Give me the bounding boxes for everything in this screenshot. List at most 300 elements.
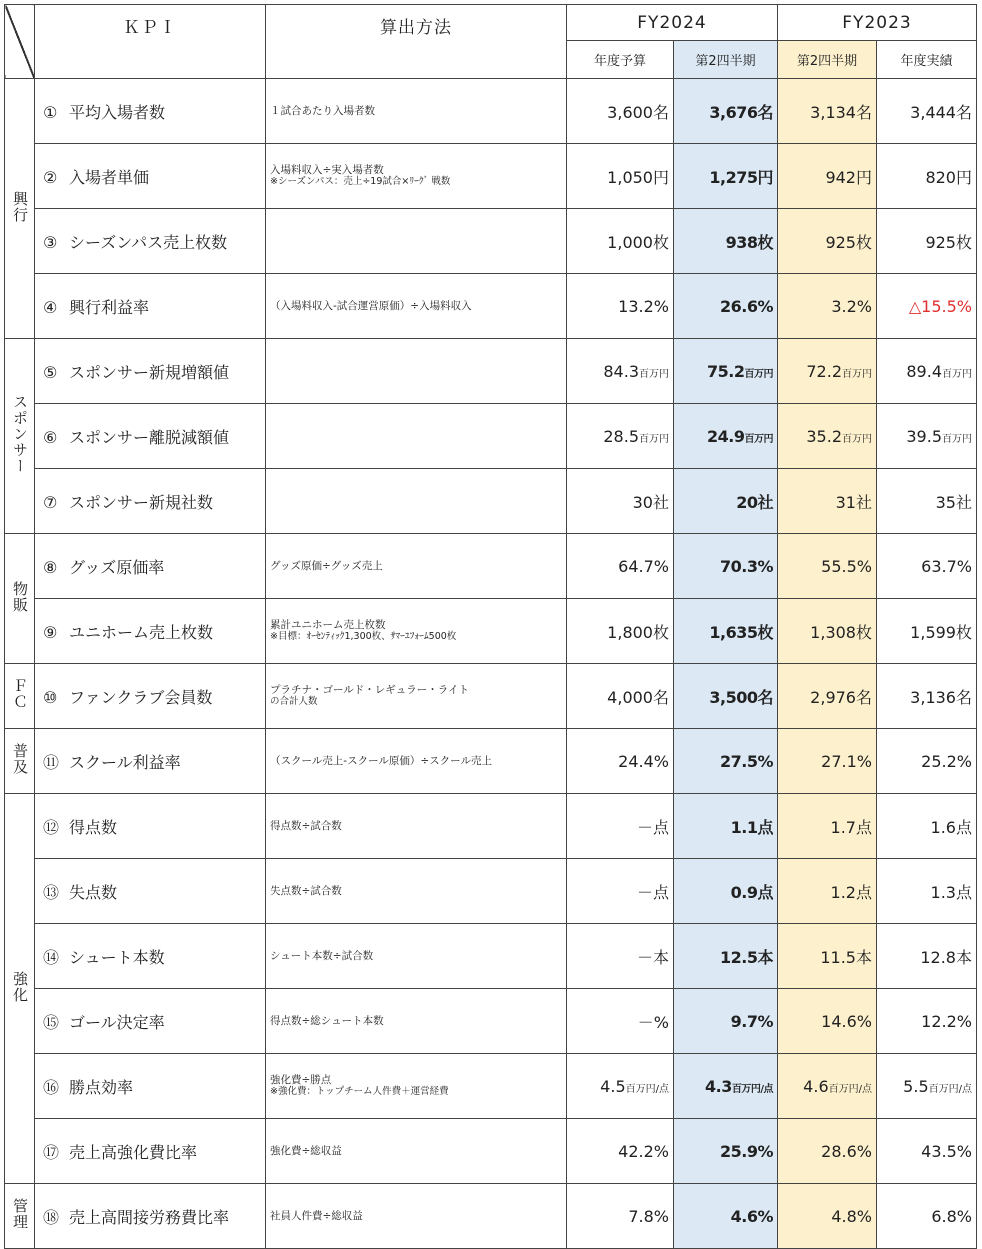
unit: % [856,1011,872,1031]
kpi-name-cell [35,1184,266,1249]
value: 4.8 [831,1206,857,1226]
kpi-name-cell [35,79,266,144]
value: 64.7 [618,556,654,576]
q2-2023-cell [778,1119,877,1184]
value: 20 [736,492,758,512]
budget-cell [567,404,674,469]
table-row [5,1184,977,1249]
value: 925 [925,232,956,252]
actual-cell [877,339,977,404]
table-row [5,729,977,794]
unit: 円 [955,167,972,187]
value: 7.8 [628,1206,654,1226]
q2-2023-cell [778,1184,877,1249]
value: 1,800 [607,622,653,642]
unit: % [757,1206,773,1226]
value: 3,136 [910,687,956,707]
value: 4,000 [607,687,653,707]
q2-2023-cell [778,729,877,794]
kpi-number: ⑧ [43,557,58,577]
budget-cell [567,729,674,794]
category-text: 物販 [11,580,29,613]
kpi-name: シュート本数 [69,947,165,967]
corner-divider [5,5,35,79]
actual-cell [877,274,977,339]
unit: % [956,1206,972,1226]
unit: 百万円 [842,433,872,445]
unit: 名 [652,102,669,122]
unit: 枚 [757,232,773,252]
category-text: 興行 [11,190,29,223]
method-cell [266,209,567,274]
value: 26.6 [719,296,758,316]
kpi-number: ④ [43,297,58,317]
unit: 名 [757,102,773,122]
q2-2024-cell [674,924,778,989]
value: 72.2 [806,361,842,381]
category-label [5,79,35,339]
value: 84.3 [603,361,639,381]
unit: 点 [757,817,773,837]
unit: % [856,1141,872,1161]
unit: % [757,1141,773,1161]
value: 70.3 [719,556,758,576]
kpi-name: スクール利益率 [69,752,181,772]
kpi-name: シーズンパス売上枚数 [69,232,228,252]
method-cell [266,79,567,144]
category-label [5,664,35,729]
q2-2023-cell [778,339,877,404]
q2-2023-cell [778,859,877,924]
actual-cell [877,534,977,599]
kpi-name-cell [35,664,266,729]
budget-cell [567,664,674,729]
category-label [5,1184,35,1249]
kpi-number: ⑱ [43,1207,60,1227]
value: 31 [835,492,856,512]
budget-cell [567,859,674,924]
value: 24.4 [618,751,654,771]
value: 3.2 [831,296,857,316]
category-text: 管理 [11,1198,29,1230]
method-line-1: シュート本数÷試合数 [270,950,374,962]
table-row [5,339,977,404]
q2-2024-cell [674,859,778,924]
budget-cell [567,79,674,144]
kpi-name-cell [35,534,266,599]
unit: 点 [652,882,669,902]
kpi-name: 興行利益率 [69,297,150,317]
value: △15.5 [908,296,957,316]
q2-2024-cell [674,339,778,404]
unit: 点 [757,882,773,902]
kpi-number: ⑰ [43,1142,60,1162]
unit: 点 [855,817,872,837]
budget-cell [567,469,674,534]
q2-2024-cell [674,534,778,599]
kpi-number: ⑩ [43,687,58,707]
value: 4.6 [803,1076,829,1096]
value: 4.6 [730,1206,758,1226]
kpi-number: ⑤ [43,362,58,382]
method-cell [266,1119,567,1184]
actual-cell [877,1119,977,1184]
kpi-name: 入場者単価 [69,167,150,187]
budget-cell [567,1054,674,1119]
unit: % [757,296,773,316]
q2-2023-cell [778,664,877,729]
kpi-number: ⑦ [43,492,58,512]
kpi-name-cell [35,729,266,794]
q2-2023-cell [778,794,877,859]
method-cell [266,404,567,469]
value: 938 [725,232,758,252]
unit: 名 [855,102,872,122]
kpi-name: 失点数 [69,882,118,902]
unit: % [653,1206,669,1226]
kpi-number: ⑪ [43,752,60,772]
unit: 点 [955,882,972,902]
method-line-2: ※強化費：トップチーム人件費＋運営経費 [270,1086,449,1097]
table-row [5,989,977,1054]
unit: 社 [955,492,972,512]
unit: 枚 [652,232,669,252]
unit: % [757,556,773,576]
q2-2024-cell [674,144,778,209]
value: 3,444 [910,102,956,122]
unit: 名 [855,687,872,707]
actual-cell [877,924,977,989]
kpi-name: スポンサー新規増額値 [69,362,230,382]
value: 30 [632,492,653,512]
table-row [5,599,977,664]
actual-cell [877,1054,977,1119]
budget-cell [567,1184,674,1249]
category-text: 強化 [11,970,29,1003]
method-cell [266,1184,567,1249]
unit: 百万円 [639,368,669,380]
unit: % [856,751,872,771]
method-line-1: 得点数÷総シュート本数 [270,1015,384,1027]
q2-2023-cell [778,209,877,274]
unit: 枚 [955,622,972,642]
budget-cell [567,274,674,339]
unit: 本 [955,947,972,967]
unit: 点 [955,817,972,837]
unit: 枚 [757,622,773,642]
kpi-name: 得点数 [69,817,118,837]
value: 925 [825,232,856,252]
category-text: スポンサー [11,394,29,474]
kpi-name: ファンクラブ会員数 [69,687,213,707]
q2-2024-cell [674,1119,778,1184]
value: － [636,882,653,902]
method-line-1: １試合あたり入場者数 [270,105,375,117]
table-row [5,79,977,144]
unit: 社 [855,492,872,512]
method-cell [266,924,567,989]
unit: % [956,1141,972,1161]
q2-2024-cell [674,729,778,794]
method-line-2: ※目標：ｵｰｾﾝﾃｨｯｸ1,300枚、ｻﾏｰﾕﾌｫｰﾑ500枚 [270,631,457,642]
kpi-number: ⑥ [43,427,58,447]
budget-header: 年度予算 [567,41,674,79]
kpi-name-cell [35,469,266,534]
actual-header: 年度実績 [877,41,977,79]
unit: 枚 [652,622,669,642]
q2-2023-cell [778,144,877,209]
actual-cell [877,599,977,664]
actual-cell [877,79,977,144]
unit: % [856,296,872,316]
q2-2024-cell [674,79,778,144]
value: 12.5 [720,947,758,967]
q2-2023-cell [778,274,877,339]
unit: 百万円 [639,433,669,445]
unit: 本 [855,947,872,967]
value: 2,976 [810,687,856,707]
unit: 百万円 [942,433,972,445]
q2-2023-header: 第2四半期 [778,41,877,79]
actual-cell [877,989,977,1054]
fy2023-header: FY2023 [778,5,977,41]
unit: 社 [652,492,669,512]
budget-cell [567,1119,674,1184]
value: 1,275 [709,167,758,187]
category-text: 普及 [11,743,29,775]
unit: % [653,1012,669,1032]
unit: 名 [955,102,972,122]
method-cell [266,274,567,339]
actual-cell [877,404,977,469]
value: 5.5 [903,1076,929,1096]
q2-2024-cell [674,664,778,729]
kpi-name-cell [35,1054,266,1119]
kpi-number: ① [43,102,58,122]
table-row [5,664,977,729]
kpi-table [4,4,977,1249]
value: 75.2 [707,361,745,381]
unit: % [653,296,669,316]
table-row [5,1119,977,1184]
table-row [5,534,977,599]
kpi-name: グッズ原価率 [69,557,165,577]
unit: 枚 [955,232,972,252]
category-text: ＦＣ [11,678,29,710]
kpi-name: ユニホーム売上枚数 [69,622,214,642]
method-line-1: 失点数÷試合数 [270,885,342,897]
unit: 百万円 [744,433,773,445]
value: 1,050 [607,167,653,187]
value: 25.2 [921,751,957,771]
unit: 名 [757,687,773,707]
unit: 名 [652,687,669,707]
method-cell [266,664,567,729]
actual-cell [877,664,977,729]
kpi-name: 売上高間接労務費比率 [69,1207,230,1227]
unit: % [956,556,972,576]
unit: 点 [652,817,669,837]
method-line-2: の合計人数 [270,696,318,707]
budget-cell [567,989,674,1054]
method-line-1: 社員人件費÷総収益 [270,1210,363,1222]
q2-2024-cell [674,1184,778,1249]
method-line-2: ※シーズンパス：売上÷19試合×ﾘｰｸﾞ 戦数 [270,176,451,187]
value: 4.3 [705,1076,732,1096]
kpi-name-cell [35,859,266,924]
value: 1.2 [830,882,856,902]
value: 3,600 [607,102,653,122]
unit: 百万円 [842,368,872,380]
value: 1,308 [810,622,856,642]
table-row [5,1054,977,1119]
kpi-name-cell [35,144,266,209]
kpi-name-cell [35,599,266,664]
kpi-number: ③ [43,232,58,252]
method-line-1: （スクール売上-スクール原価）÷スクール売上 [270,755,492,767]
unit: 百万円/点 [928,1083,972,1095]
unit: 百万円/点 [731,1083,773,1095]
method-cell [266,729,567,794]
unit: % [956,296,972,316]
value: 25.9 [719,1141,758,1161]
unit: % [956,751,972,771]
unit: 百万円/点 [625,1083,669,1095]
value: 35 [935,492,956,512]
kpi-number: ⑮ [43,1012,60,1032]
q2-2023-cell [778,79,877,144]
unit: 百万円 [942,368,972,380]
value: － [636,947,653,967]
value: 9.7 [730,1011,758,1031]
budget-cell [567,924,674,989]
budget-cell [567,794,674,859]
table-row [5,794,977,859]
table-row [5,274,977,339]
table-row [5,924,977,989]
method-line-1: グッズ原価÷グッズ売上 [270,560,383,572]
actual-cell [877,859,977,924]
category-label [5,729,35,794]
budget-cell [567,599,674,664]
q2-2023-cell [778,599,877,664]
unit: % [653,556,669,576]
q2-2024-cell [674,274,778,339]
method-cell [266,1054,567,1119]
value: 3,134 [810,102,856,122]
method-line-1: 強化費÷勝点 [270,1074,332,1086]
kpi-number: ② [43,167,58,187]
method-header: 算出方法 [266,5,567,79]
actual-cell [877,209,977,274]
kpi-number: ⑨ [43,622,58,642]
value: 12.2 [921,1011,957,1031]
unit: 社 [757,492,773,512]
kpi-name-cell [35,1119,266,1184]
unit: 円 [652,167,669,187]
unit: % [653,1141,669,1161]
value: 3,500 [709,687,758,707]
value: 12.8 [920,947,956,967]
table-row [5,404,977,469]
unit: % [653,751,669,771]
value: － [637,1012,654,1032]
kpi-name: ゴール決定率 [69,1012,165,1032]
unit: 本 [652,947,669,967]
q2-2023-cell [778,404,877,469]
method-line-1: 得点数÷試合数 [270,820,342,832]
value: 1.3 [930,882,956,902]
q2-2024-cell [674,599,778,664]
value: 3,676 [709,102,758,122]
table-row [5,859,977,924]
value: 42.2 [618,1141,654,1161]
method-cell [266,534,567,599]
method-line-1: 強化費÷総収益 [270,1145,342,1157]
unit: 本 [757,947,773,967]
value: 1,000 [607,232,653,252]
method-cell [266,989,567,1054]
unit: 百万円/点 [828,1083,872,1095]
value: 35.2 [806,426,842,446]
value: 4.5 [600,1076,626,1096]
method-line-1: 累計ユニホーム売上枚数 [270,619,386,631]
value: － [636,817,653,837]
unit: % [856,1206,872,1226]
unit: 百万円 [744,368,773,380]
budget-cell [567,209,674,274]
q2-2024-cell [674,794,778,859]
value: 942 [825,167,856,187]
kpi-name-cell [35,404,266,469]
kpi-name-cell [35,274,266,339]
unit: 枚 [855,232,872,252]
q2-2023-cell [778,989,877,1054]
value: 1.1 [730,817,758,837]
value: 11.5 [820,947,856,967]
budget-cell [567,144,674,209]
actual-cell [877,729,977,794]
value: 43.5 [921,1141,957,1161]
value: 89.4 [906,361,942,381]
value: 6.8 [931,1206,957,1226]
method-cell [266,144,567,209]
value: 27.1 [821,751,857,771]
header-row-1 [5,5,977,41]
method-line-1: （入場料収入-試合運営原価）÷入場料収入 [270,300,472,312]
table-row [5,144,977,209]
method-cell [266,794,567,859]
actual-cell [877,144,977,209]
actual-cell [877,794,977,859]
unit: 円 [855,167,872,187]
actual-cell [877,469,977,534]
value: 39.5 [906,426,942,446]
unit: % [956,1011,972,1031]
value: 28.6 [821,1141,857,1161]
method-line-1: プラチナ・ゴールド・レギュラー・ライト [270,684,469,696]
kpi-number: ⑫ [43,817,60,837]
category-label [5,794,35,1184]
kpi-name-cell [35,924,266,989]
budget-cell [567,534,674,599]
value: 63.7 [921,556,957,576]
value: 28.5 [603,426,639,446]
kpi-name: 平均入場者数 [69,102,166,122]
kpi-number: ⑬ [43,882,60,902]
q2-2024-cell [674,404,778,469]
value: 27.5 [719,751,758,771]
